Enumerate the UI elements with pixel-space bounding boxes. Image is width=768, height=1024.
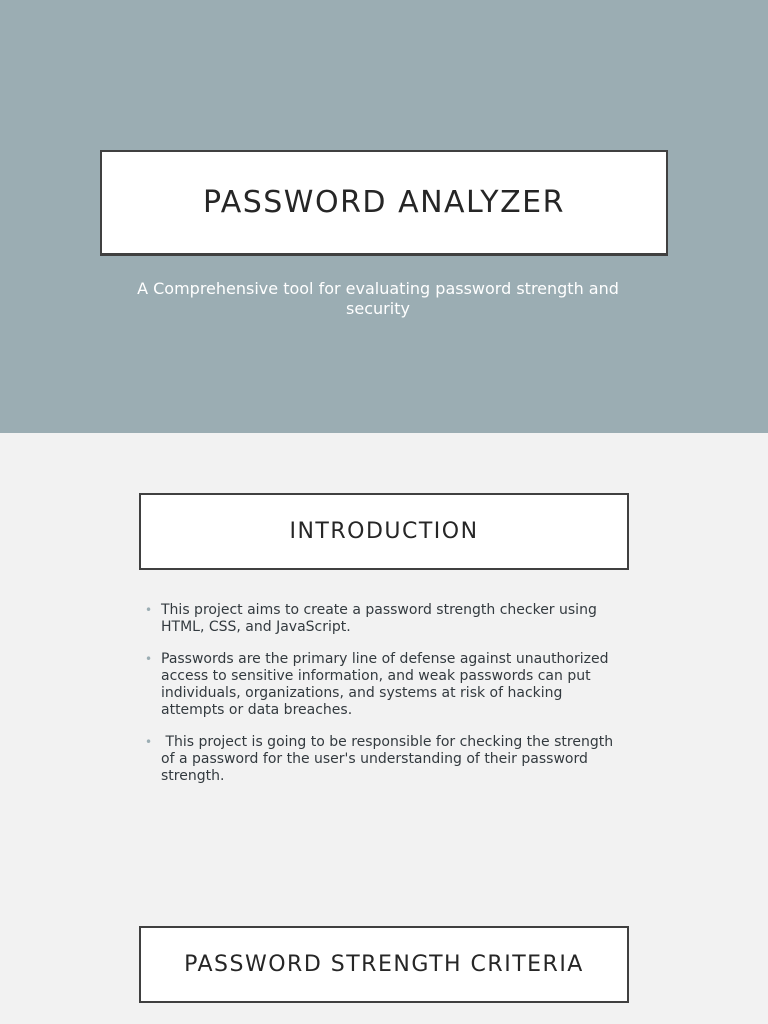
bullet-text: Passwords are the primary line of defense against unauthorized access to sensitive information, and weak passwords can put individuals, organizations, and systems at risk of hacking attempts or data breaches. (161, 650, 613, 719)
criteria-heading: PASSWORD STRENGTH CRITERIA (184, 952, 584, 977)
bullet-text: This project is going to be responsible for checking the strength of a password for the user's understanding of their password strength. (161, 733, 618, 785)
introduction-heading: INTRODUCTION (289, 519, 479, 544)
bullet-item (144, 602, 628, 637)
bullet-item (144, 651, 628, 720)
criteria-title-box (139, 926, 629, 1003)
bullet-marker-icon: • (145, 651, 153, 666)
slide-subtitle: A Comprehensive tool for evaluating password strength and security (137, 279, 619, 318)
bullet-item (144, 734, 628, 786)
title-box (100, 150, 668, 256)
introduction-bullet-list (144, 602, 628, 800)
bullet-text: This project aims to create a password strength checker using HTML, CSS, and JavaScript. (161, 602, 602, 636)
slide-title: PASSWORD ANALYZER (203, 185, 565, 220)
introduction-title-box (139, 493, 629, 570)
bullet-marker-icon: • (145, 603, 153, 617)
bullet-marker-icon: • (145, 734, 153, 749)
title-slide (0, 0, 768, 433)
